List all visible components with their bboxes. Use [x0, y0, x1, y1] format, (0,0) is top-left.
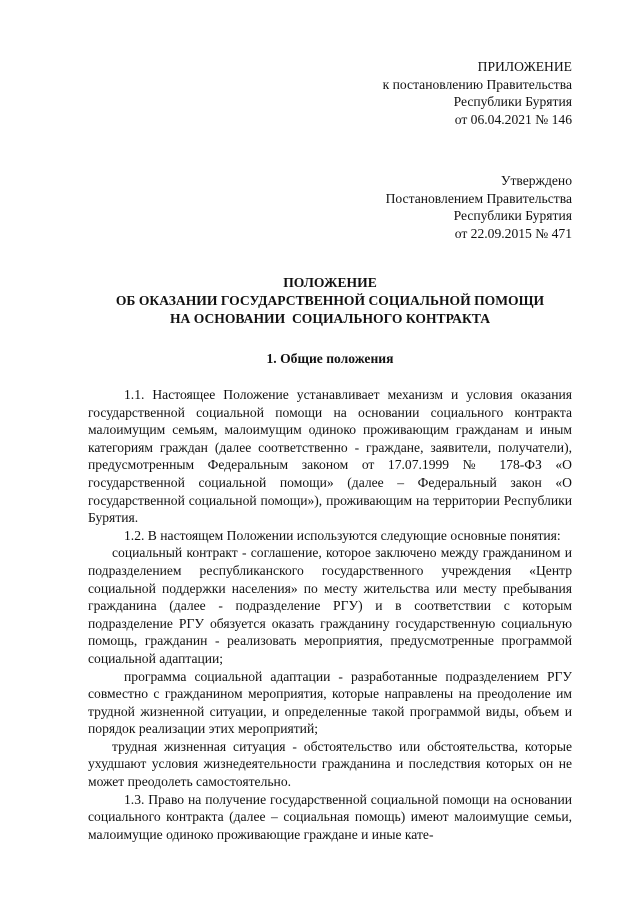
- approved-line: Утверждено: [500, 173, 572, 188]
- paragraph-1-3: 1.3. Право на получение государственной социальной помощи на основании социального контракта (далее – социальная помощь) имеют малоимущие семьи, малоимущие одиноко проживающие граждане и иные кате-: [88, 791, 572, 842]
- appendix-line: ПРИЛОЖЕНИЕ: [477, 59, 572, 74]
- document-title: [88, 274, 572, 328]
- appendix-line: Республики Бурятия: [453, 94, 572, 109]
- definition-adaptation-program: программа социальной адаптации - разработанные подразделением РГУ совместно с гражданином мероприятия, которые направлены на преодоление им трудной жизненной ситуации, и определенные такой программой виды, объем и порядок реализации этих мероприятий;: [88, 668, 572, 737]
- appendix-block: [88, 58, 572, 128]
- approved-line: от 22.09.2015 № 471: [454, 225, 572, 241]
- title-line: ПОЛОЖЕНИЕ: [283, 275, 377, 290]
- title-line: НА ОСНОВАНИИ СОЦИАЛЬНОГО КОНТРАКТА: [169, 311, 491, 326]
- appendix-line: к постановлению Правительства: [382, 76, 572, 92]
- appendix-line: от 06.04.2021 № 146: [454, 111, 572, 127]
- approved-block: [88, 172, 572, 242]
- paragraph-1-1: 1.1. Настоящее Положение устанавливает механизм и условия оказания государственной социальной помощи на основании социального контракта малоимущим семьям, малоимущим одиноко проживающим гражданам и иным категориям граждан (далее соответственно - граждане, заявители, получатели), предусмотренным Федеральным законом от 17.07.1999 № 178-ФЗ «О государственной социальной помощи» (далее – Федеральный закон «О государственной социальной помощи»), проживающим на территории Республики Бурятия.: [88, 387, 572, 526]
- approved-line: Постановлением Правительства: [385, 190, 572, 206]
- title-line: ОБ ОКАЗАНИИ ГОСУДАРСТВЕННОЙ СОЦИАЛЬНОЙ ПОМОЩИ: [115, 293, 545, 308]
- definition-social-contract: социальный контракт - соглашение, которое заключено между гражданином и подразделением республиканского государственного учреждения «Центр социальной поддержки населения» по месту жительства или месту пребывания гражданина (далее - подразделение РГУ) и в соответствии с которым подразделение РГУ обязуется оказать гражданину государственную социальную помощь, гражданин - реализовать мероприятия, предусмотренные программой социальной адаптации;: [88, 545, 572, 666]
- section-body: [88, 386, 572, 843]
- approved-line: Республики Бурятия: [453, 208, 572, 223]
- section-heading: 1. Общие положения: [266, 351, 394, 366]
- paragraph-1-2: 1.2. В настоящем Положении используются следующие основные понятия:: [124, 527, 561, 543]
- definition-difficult-situation: трудная жизненная ситуация - обстоятельство или обстоятельства, которые ухудшают условия жизнедеятельности гражданина и последствия которых он не может преодолеть самостоятельно.: [88, 738, 572, 790]
